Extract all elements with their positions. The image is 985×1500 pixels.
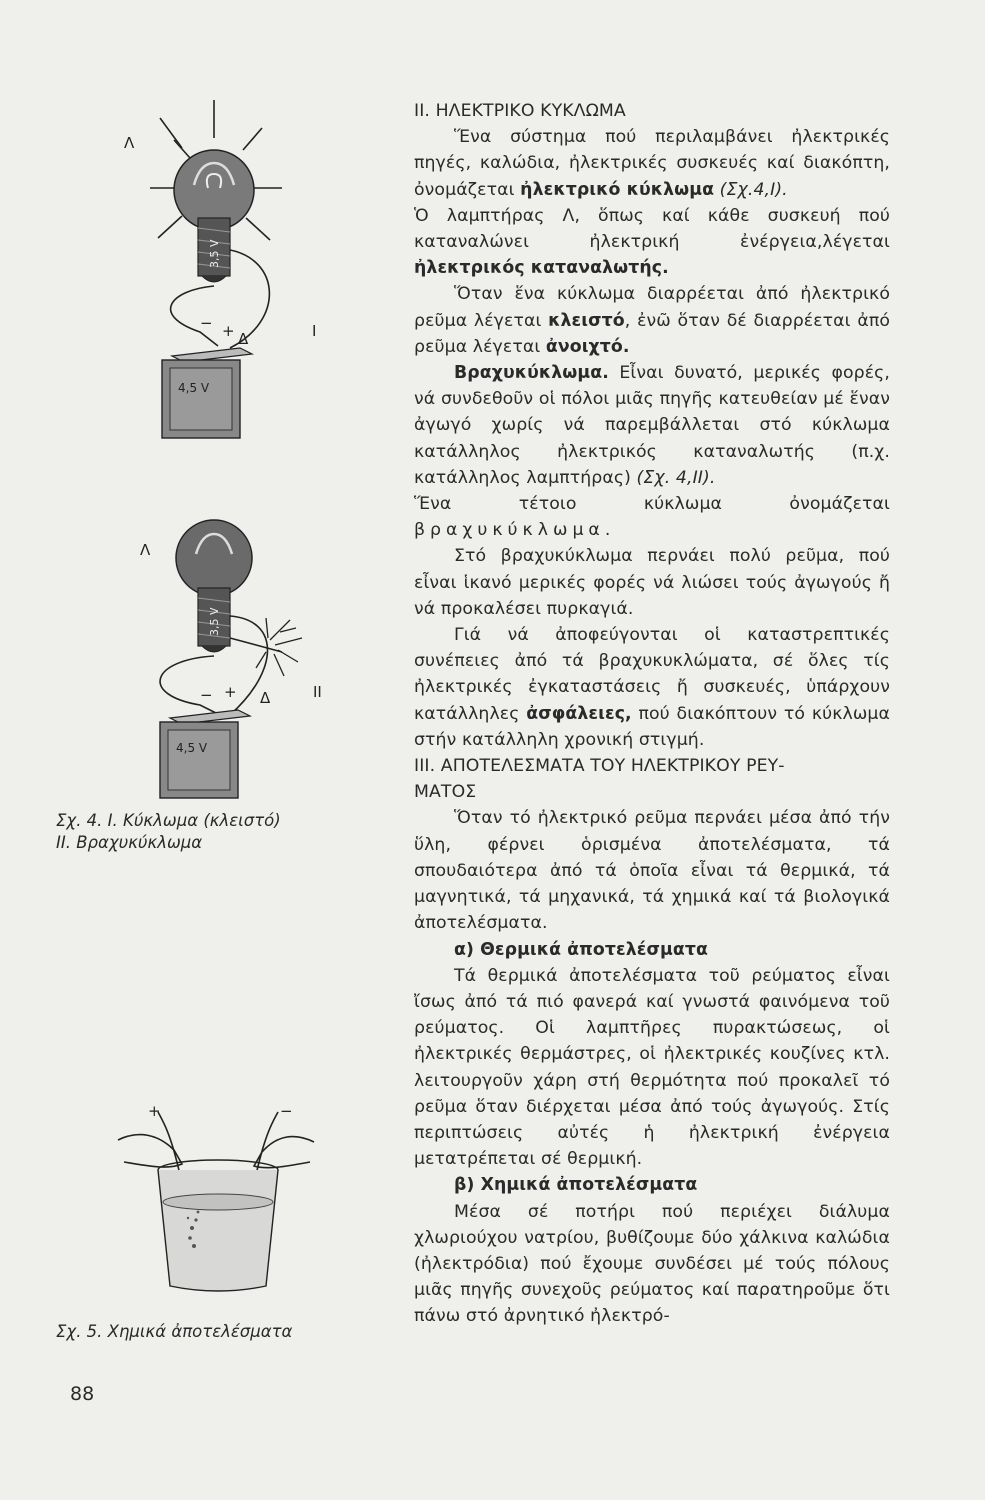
figure-II-label: II xyxy=(313,683,322,701)
figure-4-I-closed-circuit xyxy=(110,100,340,440)
term: Βραχυκύκλωμα. xyxy=(454,363,609,384)
paragraph: Τά θερμικά ἀποτελέσματα τοῦ ρεύματος εἶναι ἴσως ἀπό τά πιό φανερά καί γνωστά φαινόμενα τοῦ ρεύματος. Οἱ λαμπτῆρες πυρακτώσεως, οἱ ἠλεκτρικές θερμάστρες, οἱ ἠλεκτρικές κουζίνες κτλ. λειτουργοῦν χάρη στή θερμότητα πού προκαλεῖ τό ρεῦμα ὅταν διέρχεται μέσα ἀπό τούς ἀγωγούς. Στίς περιπτώσεις αὐτές ἡ ἠλεκτρική ἐνέργεια μετατρέπεται σέ θερμική. xyxy=(414,965,890,1170)
plus-label: + xyxy=(148,1102,161,1120)
text: Ἕνα τέτοιο κύκλωμα ὀνομάζεται xyxy=(414,494,890,515)
text: Ἕνα σύστημα πού περιλαμβάνει ἠλεκτρικές πηγές, καλώδια, ἠλεκτρικές συσκευές καί διακόπτη, ὀνομάζεται xyxy=(414,127,890,200)
minus-label: − xyxy=(200,314,213,332)
figure-ref: (Σχ.4,I). xyxy=(714,179,788,200)
subheading-chemical xyxy=(414,1172,890,1198)
minus-label: − xyxy=(280,1102,293,1120)
figure-4-caption-line2: II. Βραχυκύκλωμα xyxy=(56,833,203,852)
lamp-voltage-label: 3,5 V xyxy=(208,239,221,268)
section-2-title: II. ΗΛΕΚΤΡΙΚΟ ΚΥΚΛΩΜΑ xyxy=(414,101,626,121)
text: πού διακόπτουν τό κύκλωμα στήν κατάλληλη χρονική στιγμή. xyxy=(414,703,890,750)
paragraph xyxy=(414,622,890,753)
figure-5-caption: Σχ. 5. Χημικά ἀποτελέσματα xyxy=(56,1322,293,1341)
glass-beaker xyxy=(158,1170,278,1291)
text: Ὅταν ἕνα κύκλωμα διαρρέεται ἀπό ἠλεκτρικό ρεῦμα λέγεται xyxy=(414,284,890,331)
short-wire xyxy=(230,638,282,652)
term: κλειστό xyxy=(548,310,625,331)
paragraph xyxy=(414,203,890,282)
term: ἀνοιχτό. xyxy=(545,336,630,357)
terminal-label: Δ xyxy=(238,330,249,348)
text: Ὁ λαμπτήρας Λ, ὅπως καί κάθε συσκευή πού καταναλώνει ἠλεκτρική ἐνέργεια,λέγεται xyxy=(414,205,890,253)
paragraph xyxy=(414,281,890,360)
page-number: 88 xyxy=(70,1383,95,1405)
spaced-term: βραχυκύκλωμα. xyxy=(414,520,616,541)
paragraph: Μέσα σέ ποτήρι πού περιέχει διάλυμα χλωριούχου νατρίου, βυθίζουμε δύο χάλκινα καλώδια (ἠλεκτρόδια) πού ἔχουμε συνδέσει μέ τούς πόλους μιᾶς πηγῆς συνεχοῦς ρεύματος καί παρατηροῦμε ὅτι πάνω στό ἀρνητικό ἠλεκτρό- xyxy=(414,1201,890,1327)
lamp-voltage-label: 3,5 V xyxy=(208,607,221,636)
figure-ref: (Σχ. 4,II). xyxy=(636,467,716,488)
bulb-glass xyxy=(176,520,252,596)
term: ἠλεκτρικό κύκλωμα xyxy=(520,179,715,200)
subheading-text: α) Θερμικά ἀποτελέσματα xyxy=(454,939,708,960)
paragraph xyxy=(414,360,890,491)
battery-voltage-label: 4,5 V xyxy=(176,741,208,755)
figure-4-caption-line1: Σχ. 4. I. Κύκλωμα (κλειστό) xyxy=(56,811,281,830)
figure-I-label: I xyxy=(312,322,317,340)
paragraph xyxy=(414,491,890,543)
subheading-text: β) Χημικά ἀποτελέσματα xyxy=(454,1175,698,1196)
figure-5-electrolysis xyxy=(118,1100,318,1300)
paragraph xyxy=(414,124,890,203)
text: , ἐνῶ ὅταν δέ διαρρέεται ἀπό ρεῦμα λέγεται xyxy=(414,310,890,357)
plus-label: + xyxy=(224,683,237,701)
section-3-title-line1: III. ΑΠΟΤΕΛΕΣΜΑΤΑ ΤΟΥ ΗΛΕΚΤΡΙΚΟΥ ΡΕΥ- xyxy=(414,756,785,777)
section-3-title-line2: ΜΑΤΟΣ xyxy=(414,782,477,803)
paragraph: Ὅταν τό ἠλεκτρικό ρεῦμα περνάει μέσα ἀπό τήν ὕλη, φέρνει ὁρισμένα ἀποτελέσματα, τά σπουδαιότερα ἀπό τά ὁποῖα εἶναι τά θερμικά, τά μαγνητικά, τά μηχανικά, τά χημικά καί τά βιολογικά ἀποτελέσματα. xyxy=(414,808,890,934)
battery-voltage-label: 4,5 V xyxy=(178,381,210,395)
figure-4-caption xyxy=(56,810,281,854)
wire-right xyxy=(230,250,269,348)
subheading-thermal xyxy=(414,937,890,963)
text-column xyxy=(414,98,890,1330)
lamp-label: Λ xyxy=(140,541,151,559)
text: Εἶναι δυνατό, μερικές φορές, νά συνδεθοῦν οἱ πόλοι μιᾶς πηγῆς κατευθείαν μέ ἕναν ἀγωγό χωρίς νά παρεμβάλλεται στό κύκλωμα κατάλληλος ἠλεκτρικός καταναλωτής (π.χ. κατάλληλος λαμπτήρας) xyxy=(414,363,890,488)
terminal-label: Δ xyxy=(260,689,271,707)
minus-label: − xyxy=(200,686,213,704)
term: ἀσφάλειες, xyxy=(526,703,632,724)
left-hand xyxy=(118,1135,182,1168)
text: Γιά νά ἀποφεύγονται οἱ καταστρεπτικές συνέπειες ἀπό τά βραχυκυκλώματα, σέ ὅλες τίς ἠλεκτρικές ἐγκαταστάσεις ἤ συσκευές, ὑπάρχουν κατάλληλες xyxy=(414,625,890,724)
figure-4-II-short-circuit xyxy=(130,520,340,800)
lamp-label: Λ xyxy=(124,134,135,152)
paragraph: Στό βραχυκύκλωμα περνάει πολύ ρεῦμα, πού εἶναι ἱκανό μερικές φορές νά λιώσει τούς ἀγωγούς ἤ νά προκαλέσει πυρκαγιά. xyxy=(414,546,890,619)
plus-label: + xyxy=(222,322,235,340)
term: ἠλεκτρικός καταναλωτής. xyxy=(414,258,669,279)
